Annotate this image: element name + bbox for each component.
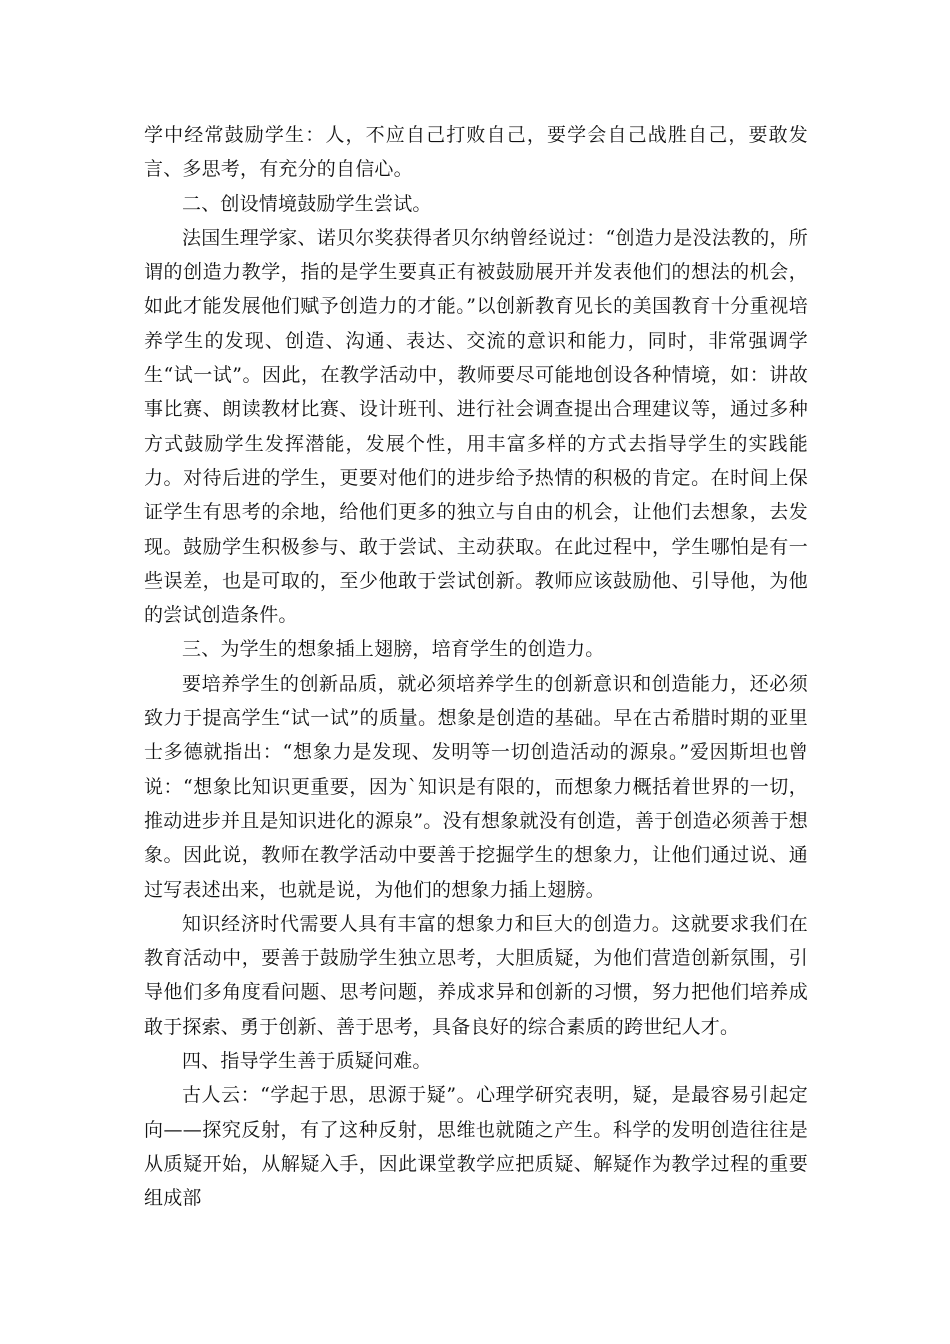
document-body [144,118,808,1216]
paragraph-questioning: 古人云：“学起于思，思源于疑”。心理学研究表明，疑，是最容易引起定向——探究反射，有了这种反射，思维也就随之产生。科学的发明创造往往是从质疑开始，从解疑入手，因此课堂教学应把质疑、解疑作为教学过程的重要组成部 [144,1084,808,1210]
paragraph-imagination: 要培养学生的创新品质，就必须培养学生的创新意识和创造能力，还必须致力于提高学生“试一试”的质量。想象是创造的基础。早在古希腊时期的亚里士多德就指出：“想象力是发现、发明等一切创造活动的源泉。”爱因斯坦也曾说：“想象比知识更重要，因为`知识是有限的，而想象力概括着世界的一切，推动进步并且是知识进化的源泉”。没有想象就没有创造，善于创造必须善于想象。因此说，教师在教学活动中要善于挖掘学生的想象力，让他们通过说、通过写表述出来，也就是说，为他们的想象力插上翅膀。 [144,672,808,901]
paragraph-continuation: 学中经常鼓励学生：人，不应自己打败自己，要学会自己战胜自己，要敢发言、多思考，有充分的自信心。 [144,124,808,181]
section-heading-3: 三、为学生的想象插上翅膀，培育学生的创造力。 [182,638,605,661]
paragraph-knowledge-economy: 知识经济时代需要人具有丰富的想象力和巨大的创造力。这就要求我们在教育活动中，要善于鼓励学生独立思考，大胆质疑，为他们营造创新氛围，引导他们多角度看问题、思考问题，养成求异和创新的习惯，努力把他们培养成敢于探索、勇于创新、善于思考，具备良好的综合素质的跨世纪人才。 [144,912,808,1038]
section-heading-4: 四、指导学生善于质疑问难。 [182,1050,432,1073]
paragraph-bernard-quote: 法国生理学家、诺贝尔奖获得者贝尔纳曾经说过：“创造力是没法教的，所谓的创造力教学，指的是学生要真正有被鼓励展开并发表他们的想法的机会，如此才能发展他们赋予创造力的才能。”以创新教育见长的美国教育十分重视培养学生的发现、创造、沟通、表达、交流的意识和能力，同时，非常强调学生“试一试”。因此，在教学活动中，教师要尽可能地创设各种情境，如：讲故事比赛、朗读教材比赛、设计班刊、进行社会调查提出合理建议等，通过多种方式鼓励学生发挥潜能，发展个性，用丰富多样的方式去指导学生的实践能力。对待后进的学生，更要对他们的进步给予热情的积极的肯定。在时间上保证学生有思考的余地，给他们更多的独立与自由的机会，让他们去想象，去发现。鼓励学生积极参与、敢于尝试、主动获取。在此过程中，学生哪怕是有一些误差，也是可取的，至少他敢于尝试创新。教师应该鼓励他、引导他，为他的尝试创造条件。 [144,226,808,627]
section-heading-2: 二、创设情境鼓励学生尝试。 [182,192,432,215]
